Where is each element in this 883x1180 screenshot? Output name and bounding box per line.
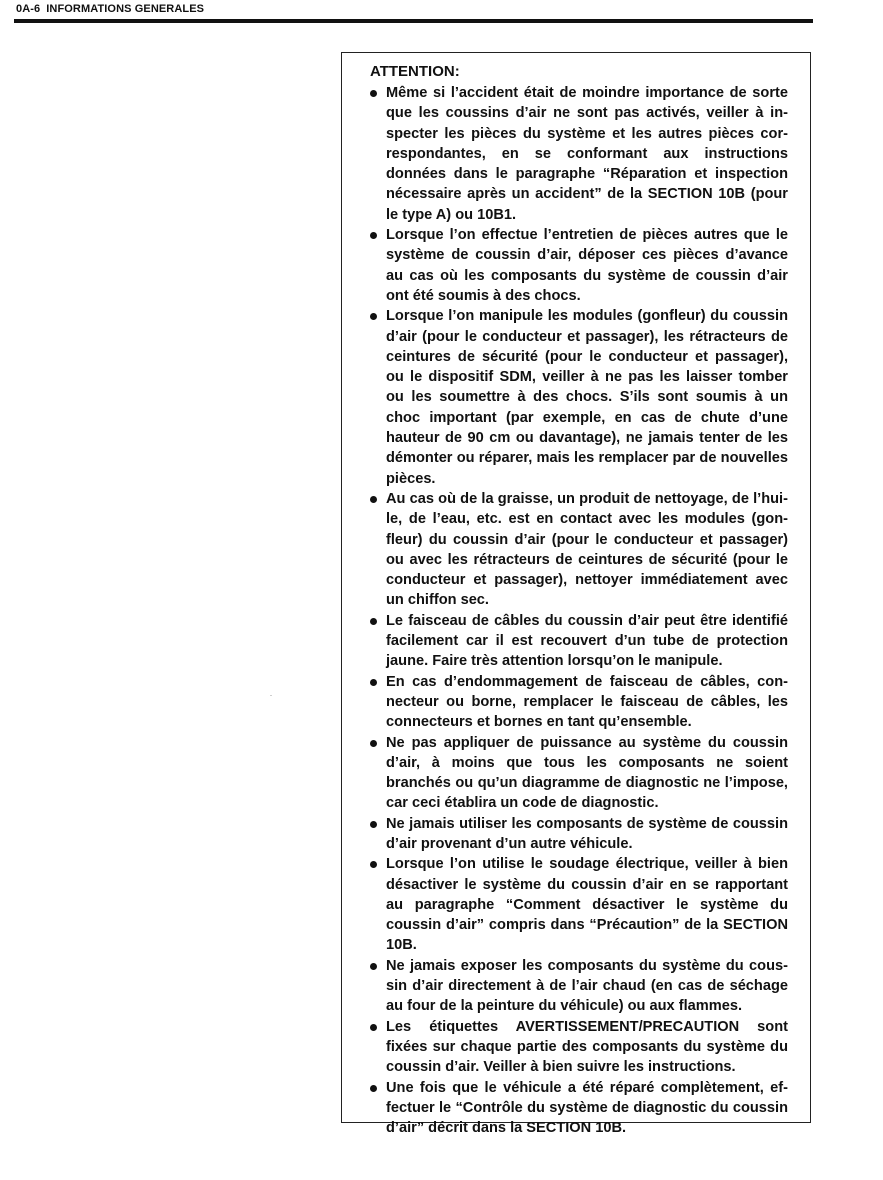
attention-list bbox=[370, 83, 788, 1138]
attention-item-text: Lorsque l’on manipule les modules (gonfleur) du coussin d’air (pour le conducteur et passager), les rétracteurs de ceintures de sécurité (pour le conducteur et passager), ou le dispositif SDM, veiller à ne pas les laisser tomber ou les soumettre à des chocs. S’ils sont soumis à un choc important (par exemple, en cas de chute d’une hauteur de 90 cm ou davantage), ne jamais tenter de les démonter ou réparer, mais les remplacer par de nouvelles pièces. bbox=[386, 308, 788, 487]
bullet-icon bbox=[370, 740, 377, 747]
attention-item-text: Même si l’accident était de moindre importance de sorte que les coussins d’air ne sont pas activés, veiller à inspecter les pièces du système et les autres pièces correspondantes, en se conformant aux instructions données dans le paragraphe “Réparation et inspection nécessaire après un accident” de la SECTION 10B (pour le type A) ou 10B1. bbox=[386, 85, 788, 223]
bullet-icon bbox=[370, 1085, 377, 1092]
attention-item-text: Une fois que le véhicule a été réparé complètement, effectuer le “Contrôle du système de diagnostic du coussin d’air” décrit dans la SECTION 10B. bbox=[386, 1079, 788, 1137]
attention-item-text: Les étiquettes AVERTISSEMENT/PRECAUTION sont fixées sur chaque partie des composants du système du coussin d’air. Veiller à bien suivre les instructions. bbox=[386, 1018, 788, 1076]
attention-item bbox=[370, 489, 788, 611]
bullet-icon bbox=[370, 618, 377, 625]
attention-item bbox=[370, 672, 788, 733]
attention-notice-box bbox=[341, 52, 811, 1137]
bullet-icon bbox=[370, 496, 377, 503]
bullet-icon bbox=[370, 963, 377, 970]
attention-item bbox=[370, 611, 788, 672]
page-header bbox=[16, 2, 204, 16]
attention-item-text: Ne jamais exposer les composants du système du coussin d’air directement à de l’air chaud (en cas de séchage au four de la peinture du véhicule) ou aux flammes. bbox=[386, 957, 788, 1015]
attention-item bbox=[370, 814, 788, 855]
attention-item bbox=[370, 83, 788, 225]
attention-item-text: Lorsque l’on utilise le soudage électrique, veiller à bien désactiver le système du coussin d’air en se rapportant au paragraphe “Comment désactiver le système du coussin d’air” compris dans “Précaution” de la SECTION 10B. bbox=[386, 856, 788, 954]
bullet-icon bbox=[370, 821, 377, 828]
bullet-icon bbox=[370, 1024, 377, 1031]
attention-item bbox=[370, 306, 788, 489]
attention-item bbox=[370, 1017, 788, 1078]
attention-item bbox=[370, 854, 788, 955]
bullet-icon bbox=[370, 313, 377, 320]
attention-item-text: Au cas où de la graisse, un produit de nettoyage, de l’huile, de l’eau, etc. est en contact avec les modules (gonfleur) du coussin d’air (pour le conducteur et passager) ou avec les rétracteurs de ceintures de sécurité (pour le conducteur et passager), nettoyer immédiatement avec un chiffon sec. bbox=[386, 490, 788, 609]
bullet-icon bbox=[370, 679, 377, 686]
attention-item bbox=[370, 1078, 788, 1139]
attention-item bbox=[370, 733, 788, 814]
attention-item-text: Lorsque l’on effectue l’entretien de pièces autres que le système de coussin d’air, déposer ces pièces d’avance au cas où les composants du système de coussin d’air ont été soumis à des chocs. bbox=[386, 227, 788, 304]
bullet-icon bbox=[370, 861, 377, 868]
scan-speck bbox=[270, 695, 272, 696]
section-title: INFORMATIONS GENERALES bbox=[46, 3, 205, 15]
bullet-icon bbox=[370, 232, 377, 239]
bullet-icon bbox=[370, 90, 377, 97]
attention-item-text: Ne pas appliquer de puissance au système du coussin d’air, à moins que tous les composants ne soient branchés ou qu’un diagramme de diagnostic ne l’impose, car ceci établira un code de diagnostic. bbox=[386, 734, 788, 812]
page-code: 0A-6 bbox=[16, 3, 41, 15]
header-rule bbox=[14, 19, 813, 23]
attention-item bbox=[370, 956, 788, 1017]
attention-item bbox=[370, 225, 788, 306]
attention-item-text: Le faisceau de câbles du coussin d’air peut être identifié facilement car il est recouvert d’un tube de protection jaune. Faire très attention lorsqu’on le manipule. bbox=[386, 612, 788, 670]
attention-title: ATTENTION: bbox=[370, 63, 460, 80]
attention-item-text: En cas d’endommagement de faisceau de câbles, connecteur ou borne, remplacer le faisceau de câbles, les connecteurs et bornes en tant qu’ensemble. bbox=[386, 673, 788, 731]
attention-item-text: Ne jamais utiliser les composants de système de coussin d’air provenant d’un autre véhicule. bbox=[386, 815, 788, 852]
